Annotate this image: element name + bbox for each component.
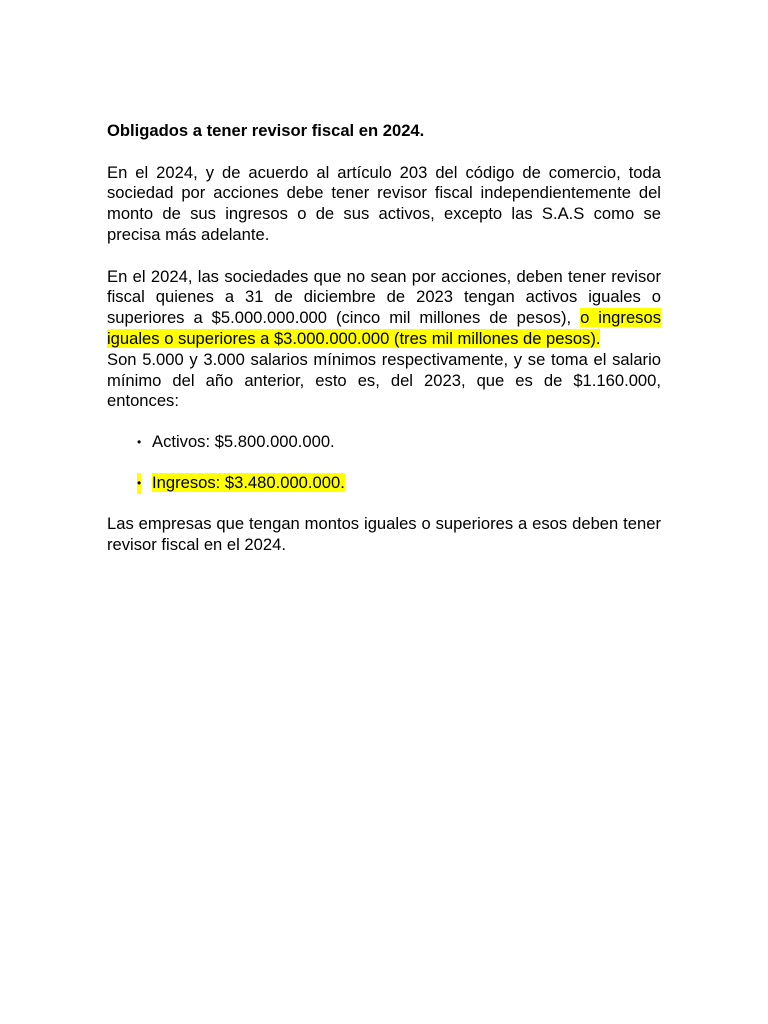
highlighted-income-threshold: o ingresos iguales o superiores a $3.000.000.000 (tres mil millones de pesos).: [107, 308, 661, 348]
list-item-activos: [107, 432, 661, 453]
paragraph-intro: En el 2024, y de acuerdo al artículo 203 del código de comercio, toda sociedad por acciones debe tener revisor fiscal independientemente del monto de sus ingresos o de sus activos, excepto las S.A.S como se precisa más adelante.: [107, 162, 661, 244]
paragraph-thresholds-plain: En el 2024, las sociedades que no sean por acciones, deben tener revisor fiscal quienes a 31 de diciembre de 2023 tengan activos iguales o superiores a $5.000.000.000 (cinco mil millones de pesos),: [107, 266, 661, 328]
bullet-marker: •: [137, 435, 142, 450]
list-item-text-highlighted: Ingresos: $3.480.000.000.: [152, 472, 345, 492]
paragraph-thresholds: [107, 267, 661, 350]
amounts-list: [107, 432, 661, 494]
bullet-marker: •: [137, 473, 141, 494]
list-item-ingresos: [107, 473, 661, 494]
paragraph-conclusion: Las empresas que tengan montos iguales o superiores a esos deben tener revisor fiscal en el 2024.: [107, 513, 661, 554]
paragraph-minimum-wage: Son 5.000 y 3.000 salarios mínimos respectivamente, y se toma el salario mínimo del año anterior, esto es, del 2023, que es de $1.160.000, entonces:: [107, 349, 661, 411]
list-item-text: Activos: $5.800.000.000.: [152, 432, 335, 452]
document-body: [107, 121, 661, 555]
document-title: Obligados a tener revisor fiscal en 2024.: [107, 121, 425, 140]
